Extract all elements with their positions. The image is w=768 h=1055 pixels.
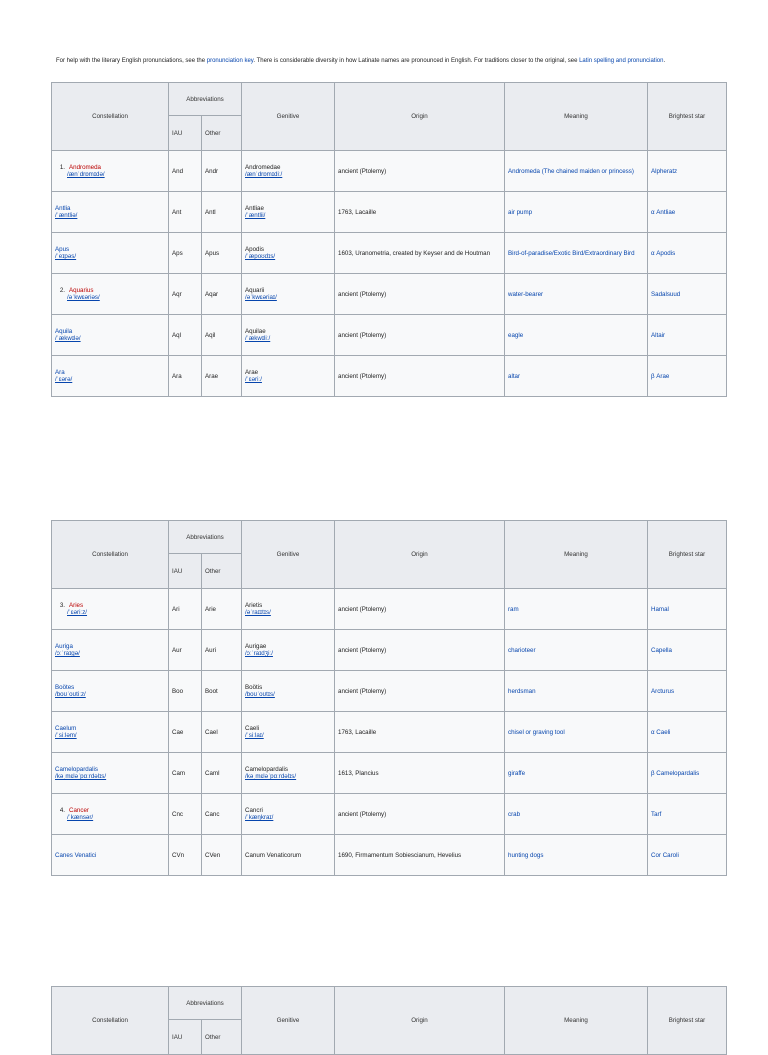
row-number: 1. <box>59 164 65 171</box>
cell-other: Aqil <box>202 315 242 356</box>
constellation-link[interactable]: Boötes <box>55 684 75 691</box>
header-other: Other <box>202 116 242 151</box>
header-genitive: Genitive <box>242 83 335 151</box>
header-abbreviations: Abbreviations <box>169 987 242 1020</box>
intro-text-2: . There is considerable diversity in how Latinate names are pronounced in English. For traditions closer to the original, see <box>253 58 580 64</box>
header-other: Other <box>202 1020 242 1055</box>
constellation-table-2 <box>51 520 726 876</box>
meaning-link[interactable]: crab <box>508 810 521 818</box>
cell-genitive <box>242 192 335 233</box>
cell-brightest-star <box>648 151 727 192</box>
cell-origin: ancient (Ptolemy) <box>335 151 505 192</box>
constellations-table <box>51 82 727 397</box>
cell-brightest-star <box>648 671 727 712</box>
cell-other: Cael <box>202 712 242 753</box>
table-row <box>52 192 727 233</box>
cell-constellation <box>52 356 169 397</box>
genitive-pronunciation-link[interactable]: /ˈɛəriː/ <box>245 376 262 383</box>
cell-origin: 1603, Uranometria, created by Keyser and de Houtman <box>335 233 505 274</box>
cell-constellation <box>52 794 169 835</box>
cell-constellation <box>52 712 169 753</box>
pronunciation-wrap <box>55 814 93 821</box>
pronunciation-link[interactable]: /əˈkwɛəriəs/ <box>67 294 100 301</box>
cell-iau: Ara <box>169 356 202 397</box>
genitive-text: Camelopardalis <box>245 766 288 773</box>
table-row <box>52 151 727 192</box>
cell-brightest-star <box>648 192 727 233</box>
genitive-text: Boötis <box>245 684 263 691</box>
header-brightest-star: Brightest star <box>648 987 727 1055</box>
table-row <box>52 315 727 356</box>
constellation-link[interactable]: Aquila <box>55 328 73 335</box>
cell-genitive <box>242 233 335 274</box>
cell-constellation <box>52 274 169 315</box>
header-iau: IAU <box>169 554 202 589</box>
genitive-pronunciation-link[interactable]: /kəˌmɛləˈpɑːrdəlɪs/ <box>245 773 297 780</box>
intro-text-1: For help with the literary English pronunciations, see the <box>56 58 207 64</box>
cell-meaning <box>505 233 648 274</box>
table-row <box>52 356 727 397</box>
genitive-text: Aquarii <box>245 287 265 294</box>
header-constellation: Constellation <box>52 521 169 589</box>
cell-genitive <box>242 753 335 794</box>
constellation-link[interactable]: Antlia <box>55 205 71 212</box>
constellation-link[interactable]: Aquarius <box>69 287 94 294</box>
table-row <box>52 835 727 876</box>
pronunciation-link[interactable]: /boʊˈoʊtiːz/ <box>55 691 86 698</box>
table-row <box>52 712 727 753</box>
cell-iau: Ari <box>169 589 202 630</box>
cell-other: Apus <box>202 233 242 274</box>
cell-origin: 1613, Plancius <box>335 753 505 794</box>
header-iau: IAU <box>169 116 202 151</box>
cell-other: Antl <box>202 192 242 233</box>
cell-constellation <box>52 233 169 274</box>
cell-other: Aqar <box>202 274 242 315</box>
constellation-link[interactable]: Auriga <box>55 643 73 650</box>
genitive-text: Andromedae <box>245 164 281 171</box>
meaning-link[interactable]: herdsman <box>508 687 536 695</box>
cell-brightest-star <box>648 589 727 630</box>
pronunciation-link[interactable]: /ˈɛərə/ <box>55 376 73 383</box>
constellations-table <box>51 986 727 1055</box>
cell-origin: ancient (Ptolemy) <box>335 315 505 356</box>
cell-other: Boot <box>202 671 242 712</box>
table-row <box>52 589 727 630</box>
brightest-star-link[interactable]: Sadalsuud <box>651 290 681 298</box>
genitive-pronunciation-link[interactable]: /ˈæntlii/ <box>245 212 266 219</box>
genitive-pronunciation-link[interactable]: /ɔːˈraɪdʒiː/ <box>245 650 273 657</box>
genitive-text: Canum Venaticorum <box>245 851 302 859</box>
cell-iau: Ant <box>169 192 202 233</box>
latin-spelling-link[interactable]: Latin spelling and pronunciation <box>579 58 664 64</box>
cell-meaning <box>505 671 648 712</box>
cell-brightest-star <box>648 794 727 835</box>
cell-iau: And <box>169 151 202 192</box>
meaning-link[interactable]: eagle <box>508 331 524 339</box>
cell-meaning <box>505 315 648 356</box>
row-number: 2. <box>59 287 65 294</box>
pronunciation-key-link[interactable]: pronunciation key <box>206 58 254 64</box>
brightest-star-link[interactable]: α Apodis <box>651 249 676 257</box>
constellation-link[interactable]: Aries <box>69 602 84 609</box>
pronunciation-link[interactable]: /ˈsiːləm/ <box>55 732 77 739</box>
cell-brightest-star <box>648 274 727 315</box>
constellation-link[interactable]: Ara <box>55 369 65 376</box>
pronunciation-link[interactable]: /ænˈdrɒmɪdə/ <box>67 171 105 178</box>
header-genitive: Genitive <box>242 987 335 1055</box>
brightest-star-link[interactable]: α Antliae <box>651 208 676 216</box>
meaning-link[interactable]: water-bearer <box>508 290 544 298</box>
cell-iau: Aql <box>169 315 202 356</box>
cell-iau: Cam <box>169 753 202 794</box>
brightest-star-link[interactable]: Arcturus <box>651 687 675 695</box>
cell-meaning <box>505 794 648 835</box>
cell-constellation <box>52 671 169 712</box>
constellation-link[interactable]: Apus <box>55 246 70 253</box>
cell-brightest-star <box>648 712 727 753</box>
brightest-star-link[interactable]: β Arae <box>651 372 670 380</box>
cell-meaning <box>505 192 648 233</box>
table-row <box>52 671 727 712</box>
cell-iau: CVn <box>169 835 202 876</box>
cell-iau: Cnc <box>169 794 202 835</box>
meaning-link[interactable]: chisel or graving tool <box>508 728 565 736</box>
cell-origin: 1763, Lacaille <box>335 192 505 233</box>
cell-genitive <box>242 356 335 397</box>
cell-meaning <box>505 274 648 315</box>
header-brightest-star: Brightest star <box>648 521 727 589</box>
cell-meaning <box>505 835 648 876</box>
cell-origin: ancient (Ptolemy) <box>335 274 505 315</box>
cell-iau: Aqr <box>169 274 202 315</box>
header-origin: Origin <box>335 83 505 151</box>
cell-meaning <box>505 630 648 671</box>
cell-brightest-star <box>648 233 727 274</box>
pronunciation-link[interactable]: /ˈækwɪlə/ <box>55 335 81 342</box>
cell-origin: ancient (Ptolemy) <box>335 794 505 835</box>
pronunciation-wrap <box>55 294 100 301</box>
pronunciation-wrap <box>55 609 87 616</box>
brightest-star-link[interactable]: β Camelopardalis <box>651 769 700 777</box>
cell-iau: Boo <box>169 671 202 712</box>
cell-other: Arie <box>202 589 242 630</box>
constellations-table <box>51 520 727 876</box>
cell-brightest-star <box>648 315 727 356</box>
table-row <box>52 233 727 274</box>
cell-meaning <box>505 589 648 630</box>
cell-genitive <box>242 274 335 315</box>
header-meaning: Meaning <box>505 521 648 589</box>
constellation-link[interactable]: Andromeda <box>69 164 101 171</box>
pronunciation-link[interactable]: /kəˌmɛləˈpɑːrdəlɪs/ <box>55 773 107 780</box>
brightest-star-link[interactable]: Cor Caroli <box>651 851 679 859</box>
genitive-text: Cancri <box>245 807 263 814</box>
cell-other: Andr <box>202 151 242 192</box>
row-number: 3. <box>59 602 65 609</box>
header-constellation: Constellation <box>52 987 169 1055</box>
brightest-star-link[interactable]: Altair <box>651 331 666 339</box>
cell-genitive <box>242 151 335 192</box>
meaning-link[interactable]: Bird-of-paradise/Exotic Bird/Extraordinary Bird <box>508 249 635 257</box>
header-constellation: Constellation <box>52 83 169 151</box>
genitive-text: Arae <box>245 369 259 376</box>
cell-constellation <box>52 192 169 233</box>
row-number: 4. <box>59 807 65 814</box>
intro-text-3: . <box>663 58 666 64</box>
meaning-link[interactable]: Andromeda (The chained maiden or princess) <box>508 167 634 175</box>
constellation-link[interactable]: Canes Venatici <box>55 851 97 859</box>
cell-meaning <box>505 753 648 794</box>
brightest-star-link[interactable]: α Caeli <box>651 728 671 736</box>
header-genitive: Genitive <box>242 521 335 589</box>
meaning-link[interactable]: altar <box>508 372 521 380</box>
header-meaning: Meaning <box>505 83 648 151</box>
genitive-text: Apodis <box>245 246 264 253</box>
header-meaning: Meaning <box>505 987 648 1055</box>
cell-constellation <box>52 589 169 630</box>
cell-brightest-star <box>648 356 727 397</box>
cell-meaning <box>505 356 648 397</box>
genitive-text: Aurigae <box>245 643 267 650</box>
cell-constellation <box>52 835 169 876</box>
constellation-table-1 <box>51 82 726 397</box>
cell-genitive <box>242 589 335 630</box>
cell-other: Auri <box>202 630 242 671</box>
cell-iau: Cae <box>169 712 202 753</box>
table-row <box>52 630 727 671</box>
genitive-pronunciation-link[interactable]: /ˈkæŋkraɪ/ <box>245 814 274 821</box>
genitive-text: Arietis <box>245 602 263 609</box>
genitive-pronunciation-link[interactable]: /boʊˈoʊtɪs/ <box>245 691 275 698</box>
cell-constellation <box>52 753 169 794</box>
brightest-star-link[interactable]: Alpheratz <box>651 167 678 175</box>
header-other: Other <box>202 554 242 589</box>
cell-origin: ancient (Ptolemy) <box>335 356 505 397</box>
cell-origin: ancient (Ptolemy) <box>335 671 505 712</box>
cell-genitive <box>242 835 335 876</box>
header-abbreviations: Abbreviations <box>169 83 242 116</box>
cell-origin: 1690, Firmamentum Sobiescianum, Hevelius <box>335 835 505 876</box>
table-row <box>52 274 727 315</box>
cell-genitive <box>242 712 335 753</box>
constellation-link[interactable]: Caelum <box>55 725 77 732</box>
pronunciation-link[interactable]: /ˈkænsər/ <box>67 814 94 821</box>
pronunciation-link[interactable]: /ˈɛəriːz/ <box>67 609 88 616</box>
cell-other: Caml <box>202 753 242 794</box>
constellation-link[interactable]: Cancer <box>69 807 89 814</box>
meaning-link[interactable]: giraffe <box>508 769 526 777</box>
cell-meaning <box>505 151 648 192</box>
pronunciation-link[interactable]: /ˈeɪpəs/ <box>55 253 77 260</box>
cell-origin: ancient (Ptolemy) <box>335 589 505 630</box>
cell-constellation <box>52 630 169 671</box>
cell-iau: Aps <box>169 233 202 274</box>
genitive-pronunciation-link[interactable]: /ˈækwɪliː/ <box>245 335 271 342</box>
genitive-text: Antliae <box>245 205 264 212</box>
header-origin: Origin <box>335 987 505 1055</box>
constellation-link[interactable]: Camelopardalis <box>55 766 98 773</box>
cell-constellation <box>52 151 169 192</box>
cell-meaning <box>505 712 648 753</box>
brightest-star-link[interactable]: Hamal <box>651 605 669 613</box>
cell-iau: Aur <box>169 630 202 671</box>
header-iau: IAU <box>169 1020 202 1055</box>
meaning-link[interactable]: hunting dogs <box>508 851 544 859</box>
genitive-pronunciation-link[interactable]: /ænˈdrɒmɪdiː/ <box>245 171 283 178</box>
genitive-pronunciation-link[interactable]: /ˈæpoʊdɪs/ <box>245 253 276 260</box>
genitive-pronunciation-link[interactable]: /əˈkwɛəriaɪ/ <box>245 294 277 301</box>
cell-other: Canc <box>202 794 242 835</box>
header-origin: Origin <box>335 521 505 589</box>
cell-genitive <box>242 315 335 356</box>
header-brightest-star: Brightest star <box>648 83 727 151</box>
pronunciation-link[interactable]: /ɔːˈraɪɡə/ <box>55 650 80 657</box>
genitive-text: Aquilae <box>245 328 266 335</box>
genitive-text: Caeli <box>245 725 260 732</box>
brightest-star-link[interactable]: Capella <box>651 646 672 654</box>
pronunciation-link[interactable]: /ˈæntliə/ <box>55 212 78 219</box>
cell-brightest-star <box>648 835 727 876</box>
genitive-pronunciation-link[interactable]: /ˈsiːlaɪ/ <box>245 732 264 739</box>
brightest-star-link[interactable]: Tarf <box>651 810 662 818</box>
genitive-pronunciation-link[interactable]: /əˈraɪɪtɪs/ <box>245 609 271 616</box>
cell-brightest-star <box>648 753 727 794</box>
cell-other: CVen <box>202 835 242 876</box>
meaning-link[interactable]: charioteer <box>508 646 536 654</box>
cell-origin: 1763, Lacaille <box>335 712 505 753</box>
intro-paragraph <box>56 57 712 65</box>
table-row <box>52 753 727 794</box>
cell-origin: ancient (Ptolemy) <box>335 630 505 671</box>
cell-genitive <box>242 794 335 835</box>
meaning-link[interactable]: ram <box>508 605 519 613</box>
pronunciation-wrap <box>55 171 105 178</box>
cell-genitive <box>242 671 335 712</box>
header-abbreviations: Abbreviations <box>169 521 242 554</box>
cell-brightest-star <box>648 630 727 671</box>
cell-genitive <box>242 630 335 671</box>
meaning-link[interactable]: air pump <box>508 208 533 216</box>
constellation-table-3 <box>51 986 726 1055</box>
cell-other: Arae <box>202 356 242 397</box>
cell-constellation <box>52 315 169 356</box>
table-row <box>52 794 727 835</box>
